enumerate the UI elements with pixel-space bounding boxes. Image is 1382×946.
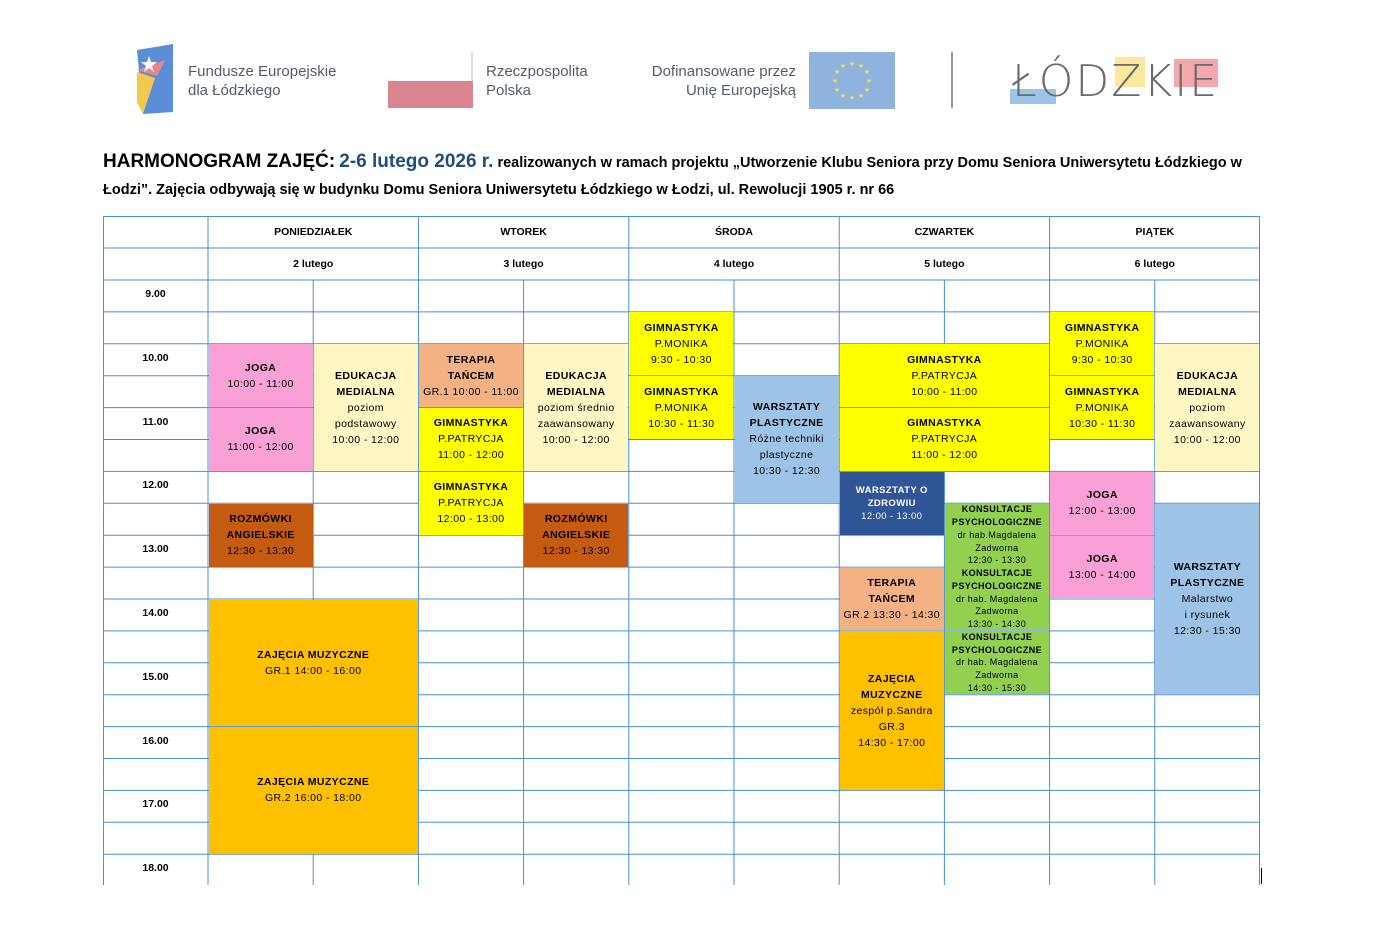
polish-flag-logo bbox=[388, 52, 473, 108]
schedule-event bbox=[840, 344, 1049, 407]
event-detail: dr hab. Magdalena bbox=[956, 593, 1038, 604]
time-label: 15.00 bbox=[142, 670, 169, 683]
event-detail: P.PATRYCJA bbox=[911, 433, 978, 446]
event-detail: 12:00 - 13:00 bbox=[1068, 505, 1136, 518]
event-detail: 11:00 - 12:00 bbox=[227, 441, 294, 454]
event-title: WARSZTATY PLASTYCZNE bbox=[749, 401, 824, 430]
event-detail: zaawansowany bbox=[537, 417, 615, 430]
event-detail: plastyczne bbox=[759, 449, 814, 462]
heading-description: realizowanych w ramach projektu „Utworzenie Klubu Seniora przy Domu Seniora Uniwersytetu Łódzkiego w Łodzi”. Zajęcia odbywają się w budynku Domu Seniora Uniwersytetu Łódzkiego w Łodzi, ul. Rewolucji 1905 r. nr 66 bbox=[103, 155, 1242, 198]
event-detail: 14:30 - 17:00 bbox=[858, 736, 926, 749]
event-detail: 11:00 - 12:00 bbox=[911, 449, 978, 462]
svg-text:★: ★ bbox=[863, 68, 871, 76]
event-title: WARSZTATY O ZDROWIU bbox=[855, 484, 928, 509]
event-detail: 13:00 - 14:00 bbox=[1068, 569, 1136, 582]
event-title: GIMNASTYKA bbox=[644, 321, 719, 334]
event-detail: P.PATRYCJA bbox=[911, 369, 978, 382]
schedule-event bbox=[735, 376, 839, 503]
svg-text:★: ★ bbox=[848, 60, 856, 68]
svg-text:★: ★ bbox=[833, 86, 841, 94]
schedule-event bbox=[629, 376, 733, 439]
svg-text:★: ★ bbox=[857, 92, 865, 100]
schedule-event bbox=[419, 344, 523, 407]
rp-logo-text: Rzeczpospolita Polska bbox=[486, 63, 588, 99]
event-detail: GR.3 bbox=[878, 720, 905, 733]
event-detail: Różne techniki bbox=[749, 433, 824, 446]
schedule-event bbox=[314, 344, 418, 471]
event-detail: P.MONIKA bbox=[654, 401, 708, 414]
day-date: 4 lutego bbox=[713, 258, 755, 270]
event-detail: GR.1 14:00 - 16:00 bbox=[264, 664, 362, 677]
svg-text:★: ★ bbox=[833, 68, 841, 76]
event-detail: 10:30 - 12:30 bbox=[753, 465, 821, 478]
schedule-event bbox=[840, 472, 944, 535]
day-date: 5 lutego bbox=[924, 258, 965, 270]
event-detail: GR.1 10:00 - 11:00 bbox=[423, 385, 519, 398]
event-detail: 12:30 - 13:30 bbox=[227, 545, 295, 558]
event-title: EDUKACJA MEDIALNA bbox=[1176, 369, 1239, 398]
schedule-event bbox=[1050, 472, 1154, 535]
schedule-event bbox=[1155, 344, 1259, 471]
event-title: GIMNASTYKA bbox=[907, 417, 982, 430]
lodzkie-logo: ŁÓDZKIE bbox=[1012, 56, 1220, 107]
schedule-event bbox=[419, 472, 523, 535]
event-detail: Zadworna bbox=[975, 542, 1019, 553]
event-detail: Zadworna bbox=[975, 606, 1019, 617]
event-title: TERAPIA TAŃCEM bbox=[867, 576, 917, 605]
event-detail: 10:00 - 11:00 bbox=[911, 385, 978, 398]
schedule-event bbox=[945, 631, 1049, 694]
event-detail: 12:30 - 13:30 bbox=[967, 555, 1027, 566]
event-detail: 12:30 - 15:30 bbox=[1173, 624, 1241, 637]
event-detail: 13:30 - 14:30 bbox=[967, 619, 1027, 630]
event-title: JOGA bbox=[244, 425, 277, 438]
event-title: EDUKACJA MEDIALNA bbox=[545, 369, 607, 398]
schedule-event bbox=[209, 504, 313, 567]
event-detail: Zadworna bbox=[975, 670, 1019, 681]
time-label: 13.00 bbox=[142, 543, 169, 556]
fe-logo-text: Fundusze Europejskie dla Łódzkiego bbox=[188, 63, 337, 99]
event-title: ROZMÓWKI ANGIELSKIE bbox=[226, 513, 295, 542]
time-label: 14.00 bbox=[142, 607, 169, 619]
event-title: ROZMÓWKI ANGIELSKIE bbox=[542, 513, 611, 542]
event-detail: P.PATRYCJA bbox=[438, 497, 504, 510]
schedule-event bbox=[945, 568, 1049, 631]
schedule-event bbox=[209, 344, 313, 407]
schedule-event bbox=[945, 504, 1049, 567]
event-title: JOGA bbox=[1086, 489, 1118, 502]
event-title: WARSZTATY PLASTYCZNE bbox=[1170, 560, 1245, 589]
svg-text:★: ★ bbox=[857, 62, 865, 70]
event-detail: 12:00 - 13:00 bbox=[437, 513, 505, 526]
time-label: 18.00 bbox=[142, 862, 169, 875]
day-header: ŚRODA bbox=[715, 226, 753, 238]
event-detail: podstawowy bbox=[334, 417, 397, 430]
schedule-event bbox=[209, 408, 313, 471]
schedule-event bbox=[524, 504, 628, 567]
svg-text:★: ★ bbox=[863, 86, 871, 94]
schedule-heading bbox=[103, 148, 1273, 204]
svg-text:★: ★ bbox=[848, 94, 856, 102]
event-title: EDUKACJA MEDIALNA bbox=[335, 369, 397, 398]
logo-divider bbox=[951, 52, 953, 108]
event-detail: zaawansowany bbox=[1169, 417, 1246, 430]
heading-prefix: HARMONOGRAM ZAJĘĆ: bbox=[103, 151, 336, 172]
event-detail: P.MONIKA bbox=[654, 337, 708, 350]
event-title: KONSULTACJE PSYCHOLOGICZNE bbox=[951, 632, 1043, 655]
schedule-event bbox=[209, 600, 418, 727]
schedule-event bbox=[209, 727, 418, 854]
eu-flag-logo bbox=[809, 52, 895, 109]
svg-text:★: ★ bbox=[839, 92, 847, 100]
day-header: PONIEDZIAŁEK bbox=[274, 226, 353, 238]
event-detail: i rysunek bbox=[1184, 608, 1231, 621]
fundusze-europejskie-logo bbox=[135, 42, 177, 114]
event-detail: dr hab. Magdalena bbox=[956, 657, 1038, 668]
event-detail: P.PATRYCJA bbox=[438, 433, 504, 446]
event-detail: 10:00 - 11:00 bbox=[227, 377, 294, 390]
time-label: 10.00 bbox=[142, 351, 169, 364]
event-title: GIMNASTYKA bbox=[1064, 385, 1140, 398]
event-detail: P.MONIKA bbox=[1075, 337, 1129, 350]
schedule-event bbox=[840, 568, 944, 631]
event-title: JOGA bbox=[1086, 553, 1118, 566]
schedule-event bbox=[1050, 536, 1154, 599]
schedule-grid bbox=[103, 216, 1260, 885]
event-title: GIMNASTYKA bbox=[433, 481, 509, 494]
event-detail: 10:30 - 11:30 bbox=[648, 417, 715, 430]
event-title: TERAPIA TAŃCEM bbox=[446, 353, 496, 382]
event-detail: 9:30 - 10:30 bbox=[650, 353, 712, 366]
event-detail: poziom bbox=[1189, 401, 1226, 414]
event-title: GIMNASTYKA bbox=[433, 417, 509, 430]
day-date: 3 lutego bbox=[503, 258, 544, 270]
schedule-event bbox=[1050, 376, 1154, 439]
schedule-event bbox=[1050, 312, 1154, 375]
day-header: WTOREK bbox=[500, 226, 547, 238]
event-title: GIMNASTYKA bbox=[1064, 321, 1140, 334]
event-detail: 14:30 - 15:30 bbox=[967, 682, 1027, 693]
schedule-event bbox=[1155, 504, 1259, 694]
event-detail: 10:00 - 12:00 bbox=[332, 433, 400, 446]
svg-text:★: ★ bbox=[865, 77, 873, 85]
time-label: 16.00 bbox=[142, 734, 169, 747]
event-title: JOGA bbox=[244, 361, 277, 374]
schedule-event bbox=[524, 344, 628, 471]
event-detail: zespół p.Sandra bbox=[850, 704, 933, 717]
event-detail: dr hab.Magdalena bbox=[957, 529, 1037, 540]
event-detail: Malarstwo bbox=[1181, 592, 1234, 605]
heading-dates: 2-6 lutego 2026 r. bbox=[339, 151, 494, 172]
day-date: 2 lutego bbox=[293, 258, 334, 270]
day-header: CZWARTEK bbox=[914, 226, 975, 238]
event-detail: P.MONIKA bbox=[1075, 401, 1129, 414]
event-title: KONSULTACJE PSYCHOLOGICZNE bbox=[951, 504, 1043, 528]
event-title: ZAJĘCIA MUZYCZNE bbox=[257, 648, 370, 661]
day-header: PIĄTEK bbox=[1135, 226, 1175, 238]
svg-text:★: ★ bbox=[831, 77, 839, 85]
event-detail: GR.2 13:30 - 14:30 bbox=[843, 608, 941, 621]
event-title: GIMNASTYKA bbox=[907, 353, 982, 366]
time-label: 12.00 bbox=[142, 479, 169, 492]
event-title: ZAJĘCIA MUZYCZNE bbox=[257, 776, 370, 789]
time-label: 17.00 bbox=[142, 798, 169, 811]
event-detail: GR.2 16:00 - 18:00 bbox=[264, 792, 362, 805]
event-title: KONSULTACJE PSYCHOLOGICZNE bbox=[951, 568, 1043, 591]
event-detail: 11:00 - 12:00 bbox=[437, 449, 505, 462]
event-title: GIMNASTYKA bbox=[644, 385, 719, 398]
event-detail: 10:00 - 12:00 bbox=[542, 433, 610, 446]
time-label: 9.00 bbox=[145, 288, 166, 300]
event-detail: 9:30 - 10:30 bbox=[1071, 353, 1133, 366]
event-title: ZAJĘCIA MUZYCZNE bbox=[861, 672, 923, 701]
schedule-event bbox=[419, 408, 523, 471]
schedule-event bbox=[629, 312, 733, 375]
svg-text:★: ★ bbox=[839, 62, 847, 70]
time-label: 11.00 bbox=[142, 415, 169, 428]
event-detail: poziom bbox=[347, 401, 384, 414]
event-detail: 10:00 - 12:00 bbox=[1173, 433, 1241, 446]
day-date: 6 lutego bbox=[1134, 258, 1175, 270]
event-detail: poziom średnio bbox=[537, 401, 615, 414]
event-detail: 10:30 - 11:30 bbox=[1069, 417, 1136, 430]
text-cursor bbox=[1261, 868, 1262, 884]
schedule-event bbox=[840, 408, 1049, 471]
event-detail: 12:30 - 13:30 bbox=[542, 545, 610, 558]
eu-cofinanced-text: Dofinansowane przez Unię Europejską bbox=[651, 63, 796, 99]
event-detail: 12:00 - 13:00 bbox=[861, 510, 923, 522]
schedule-event bbox=[840, 631, 944, 790]
